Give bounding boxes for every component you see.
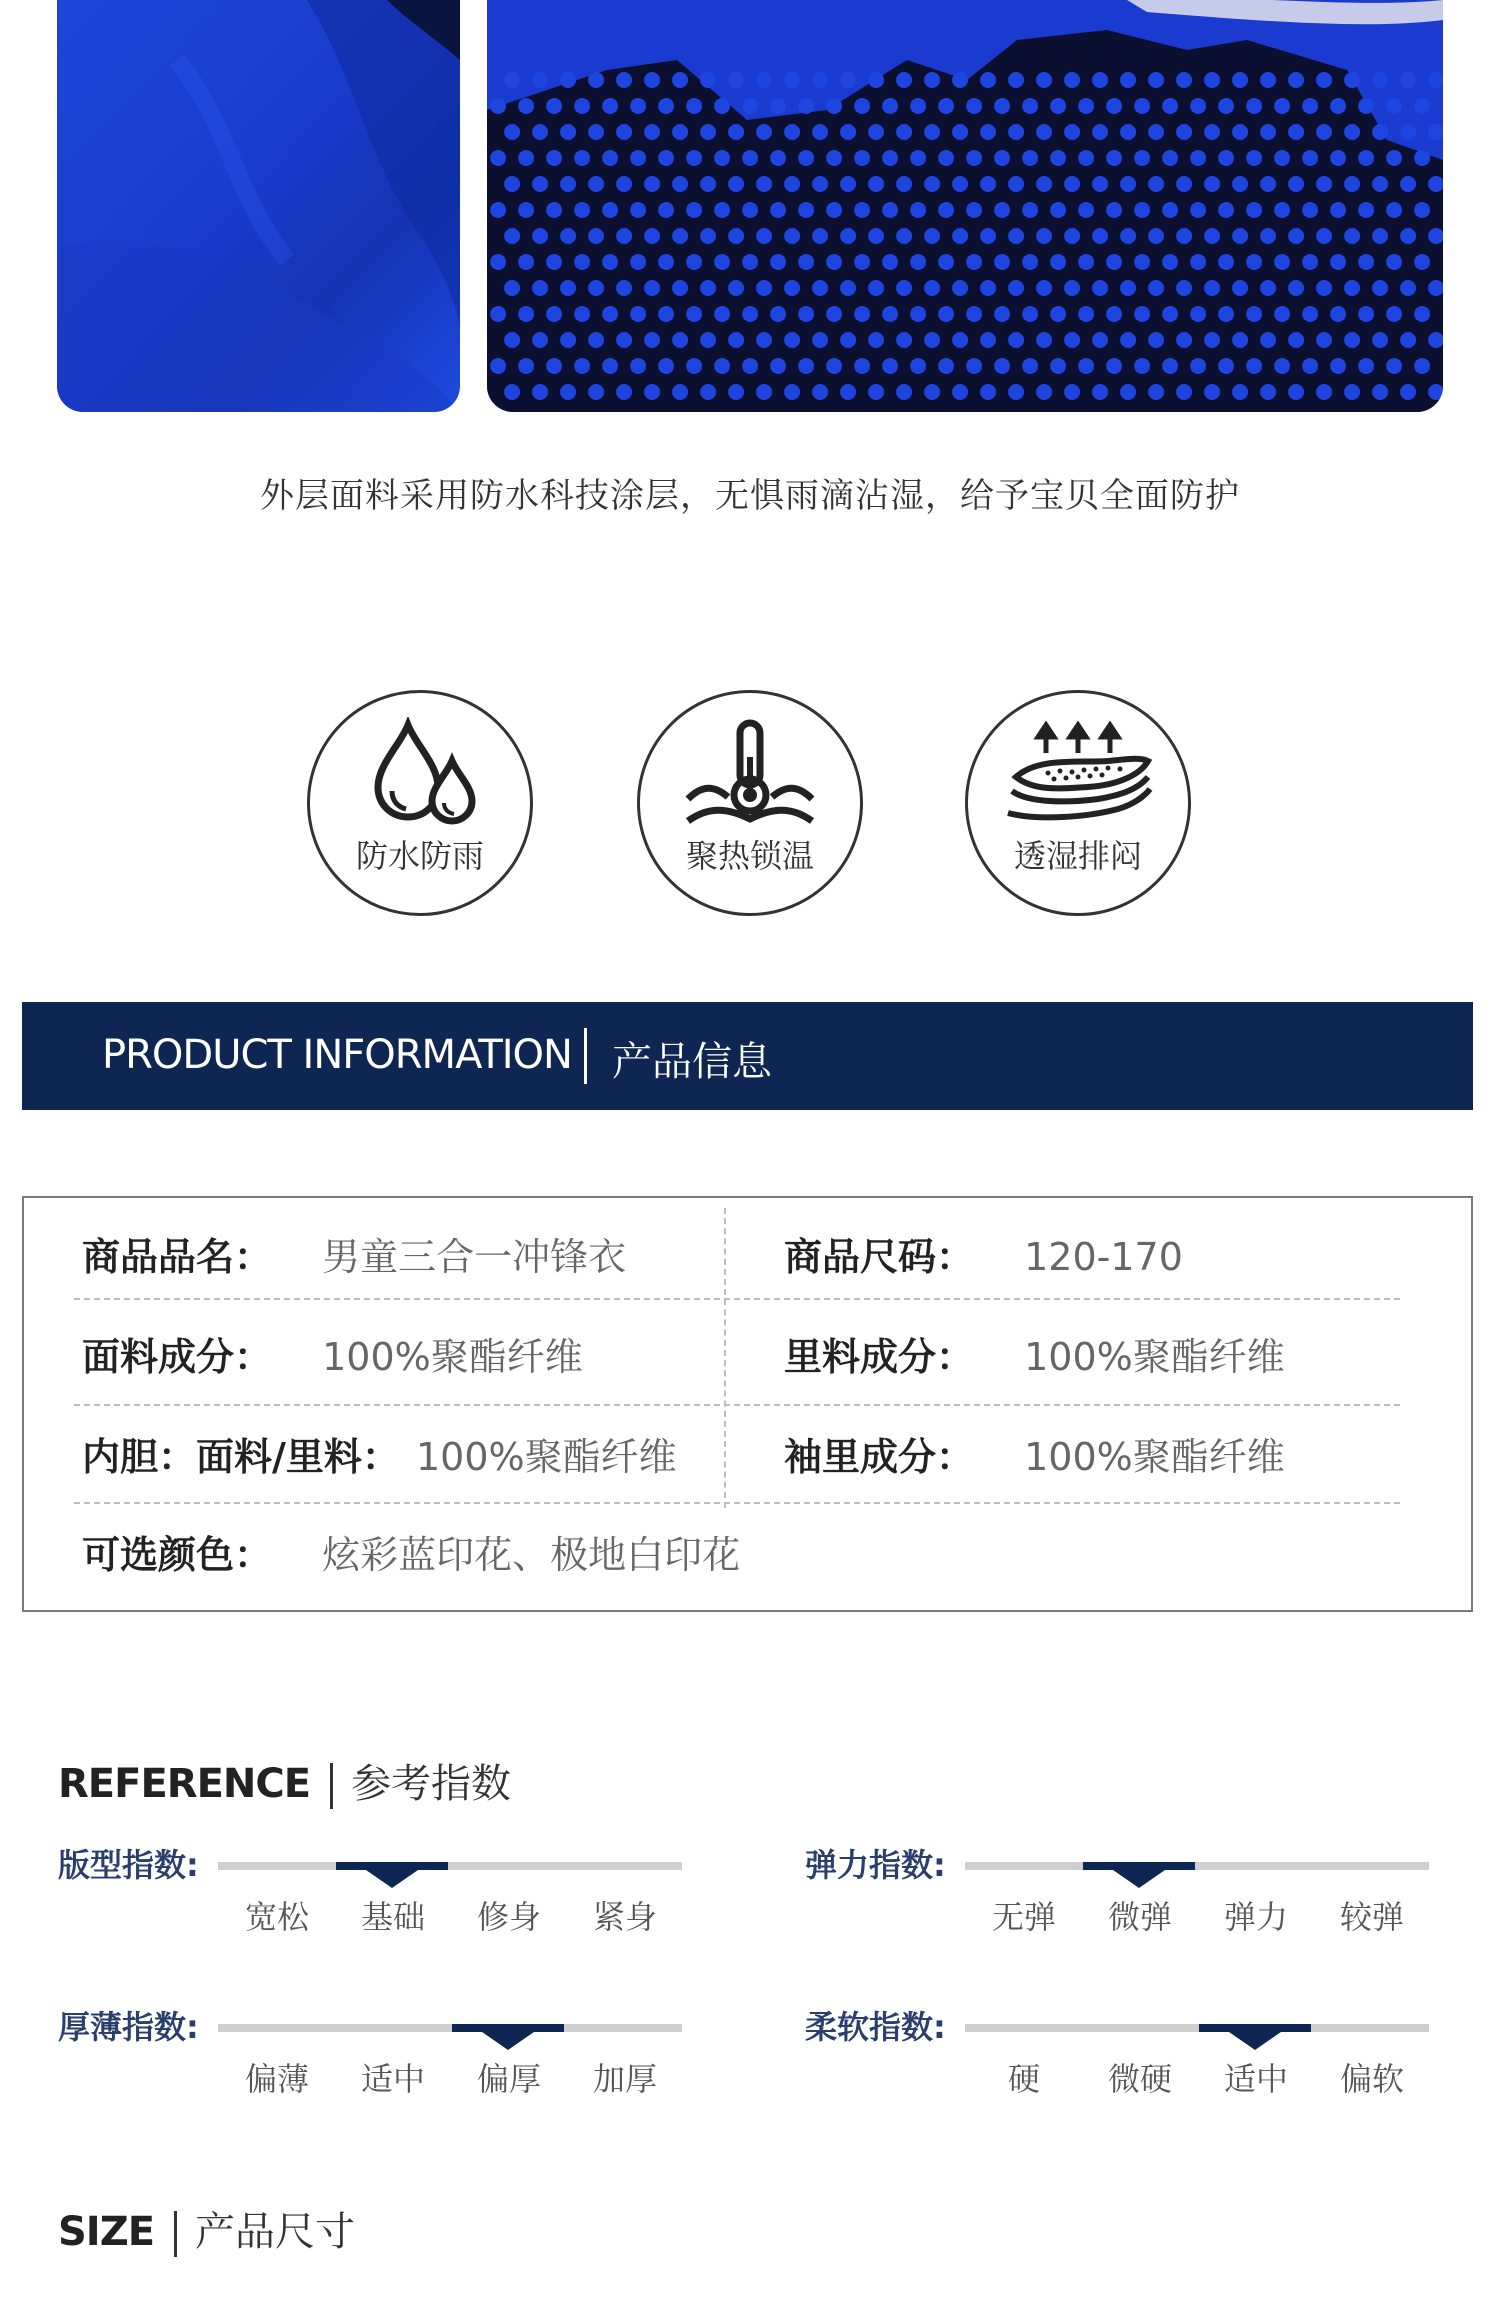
info-cell-fabric (82, 1326, 583, 1381)
info-value: 男童三合一冲锋衣 (322, 1235, 627, 1279)
index-option: 较弹 (1339, 1898, 1404, 1936)
feature-breathable (965, 690, 1191, 916)
info-cell-sleeve (784, 1426, 1285, 1481)
info-key: 商品品名： (82, 1235, 273, 1279)
index-label: 柔软指数: (805, 2008, 946, 2046)
index-option: 适中 (1223, 2060, 1288, 2098)
size-title-cn: 产品尺寸 (195, 2209, 356, 2255)
info-cell-name (82, 1226, 626, 1281)
index-option: 无弹 (991, 1898, 1056, 1936)
fleece-texture-image (57, 0, 460, 412)
info-value: 100%聚酯纤维 (322, 1335, 583, 1379)
info-cell-lining (784, 1326, 1285, 1381)
index-option: 硬 (1007, 2060, 1040, 2098)
reference-heading (58, 1752, 511, 1809)
index-option: 适中 (360, 2060, 425, 2098)
info-key: 内胆：面料/里料： (82, 1435, 400, 1479)
index-option: 偏薄 (244, 2060, 309, 2098)
dot-print-texture-image (487, 0, 1443, 412)
index-option: 宽松 (244, 1898, 309, 1936)
thermometer-icon (680, 717, 820, 827)
product-info-table (22, 1196, 1473, 1612)
elasticity-index (805, 1840, 1500, 1960)
feature-heat-retention (637, 690, 863, 916)
feature-label: 聚热锁温 (685, 837, 814, 875)
softness-index (805, 2002, 1500, 2122)
index-marker (1199, 2024, 1311, 2032)
feature-label: 防水防雨 (355, 837, 484, 875)
index-marker (452, 2024, 564, 2032)
thickness-index (58, 2002, 758, 2122)
index-option: 偏软 (1339, 2060, 1404, 2098)
info-key: 面料成分： (82, 1335, 273, 1379)
index-label: 版型指数: (58, 1846, 199, 1884)
fit-index (58, 1840, 758, 1960)
row-divider (74, 1298, 1400, 1300)
info-key: 里料成分： (784, 1335, 975, 1379)
info-value: 炫彩蓝印花、极地白印花 (322, 1533, 741, 1577)
index-option: 微弹 (1107, 1898, 1172, 1936)
column-divider (724, 1208, 726, 1508)
index-option: 基础 (360, 1898, 425, 1936)
size-title-en: SIZE (58, 2209, 155, 2255)
index-track (965, 2024, 1429, 2032)
breathable-fabric-icon (998, 717, 1158, 827)
feature-waterproof (307, 690, 533, 916)
info-value: 100%聚酯纤维 (1024, 1435, 1285, 1479)
info-value: 100%聚酯纤维 (415, 1435, 677, 1479)
info-cell-colors (82, 1524, 740, 1579)
info-value: 120-170 (1024, 1235, 1183, 1279)
index-option: 弹力 (1223, 1898, 1288, 1936)
info-cell-inner (82, 1426, 677, 1481)
info-key: 商品尺码： (784, 1235, 975, 1279)
info-value: 100%聚酯纤维 (1024, 1335, 1285, 1379)
info-key: 可选颜色： (82, 1533, 273, 1577)
index-track (965, 1862, 1429, 1870)
water-drops-icon (360, 717, 480, 827)
index-label: 厚薄指数: (58, 2008, 199, 2046)
index-track (218, 2024, 682, 2032)
index-marker (336, 1862, 448, 1870)
size-heading (58, 2200, 355, 2257)
feature-label: 透湿排闷 (1013, 837, 1142, 875)
index-option: 偏厚 (476, 2060, 541, 2098)
index-option: 微硬 (1107, 2060, 1172, 2098)
index-track (218, 1862, 682, 1870)
row-divider (74, 1404, 1400, 1406)
heading-separator (330, 1763, 333, 1809)
banner-separator (584, 1028, 587, 1084)
reference-title-cn: 参考指数 (351, 1761, 512, 1807)
row-divider (74, 1502, 1400, 1504)
index-option: 紧身 (592, 1898, 657, 1936)
heading-separator (174, 2211, 177, 2257)
index-label: 弹力指数: (805, 1846, 946, 1884)
reference-title-en: REFERENCE (58, 1761, 311, 1807)
fleece-fabric-photo (57, 0, 460, 412)
info-cell-size (784, 1226, 1183, 1281)
banner-title-en: PRODUCT INFORMATION (102, 1032, 572, 1078)
fabric-caption: 外层面料采用防水科技涂层，无惧雨滴沾湿，给予宝贝全面防护 (260, 476, 1240, 516)
info-key: 袖里成分： (784, 1435, 975, 1479)
index-option: 加厚 (592, 2060, 657, 2098)
printed-shell-fabric-photo (487, 0, 1443, 412)
index-option: 修身 (476, 1898, 541, 1936)
index-marker (1083, 1862, 1195, 1870)
banner-title-cn: 产品信息 (612, 1039, 772, 1085)
product-info-banner (22, 1002, 1473, 1110)
